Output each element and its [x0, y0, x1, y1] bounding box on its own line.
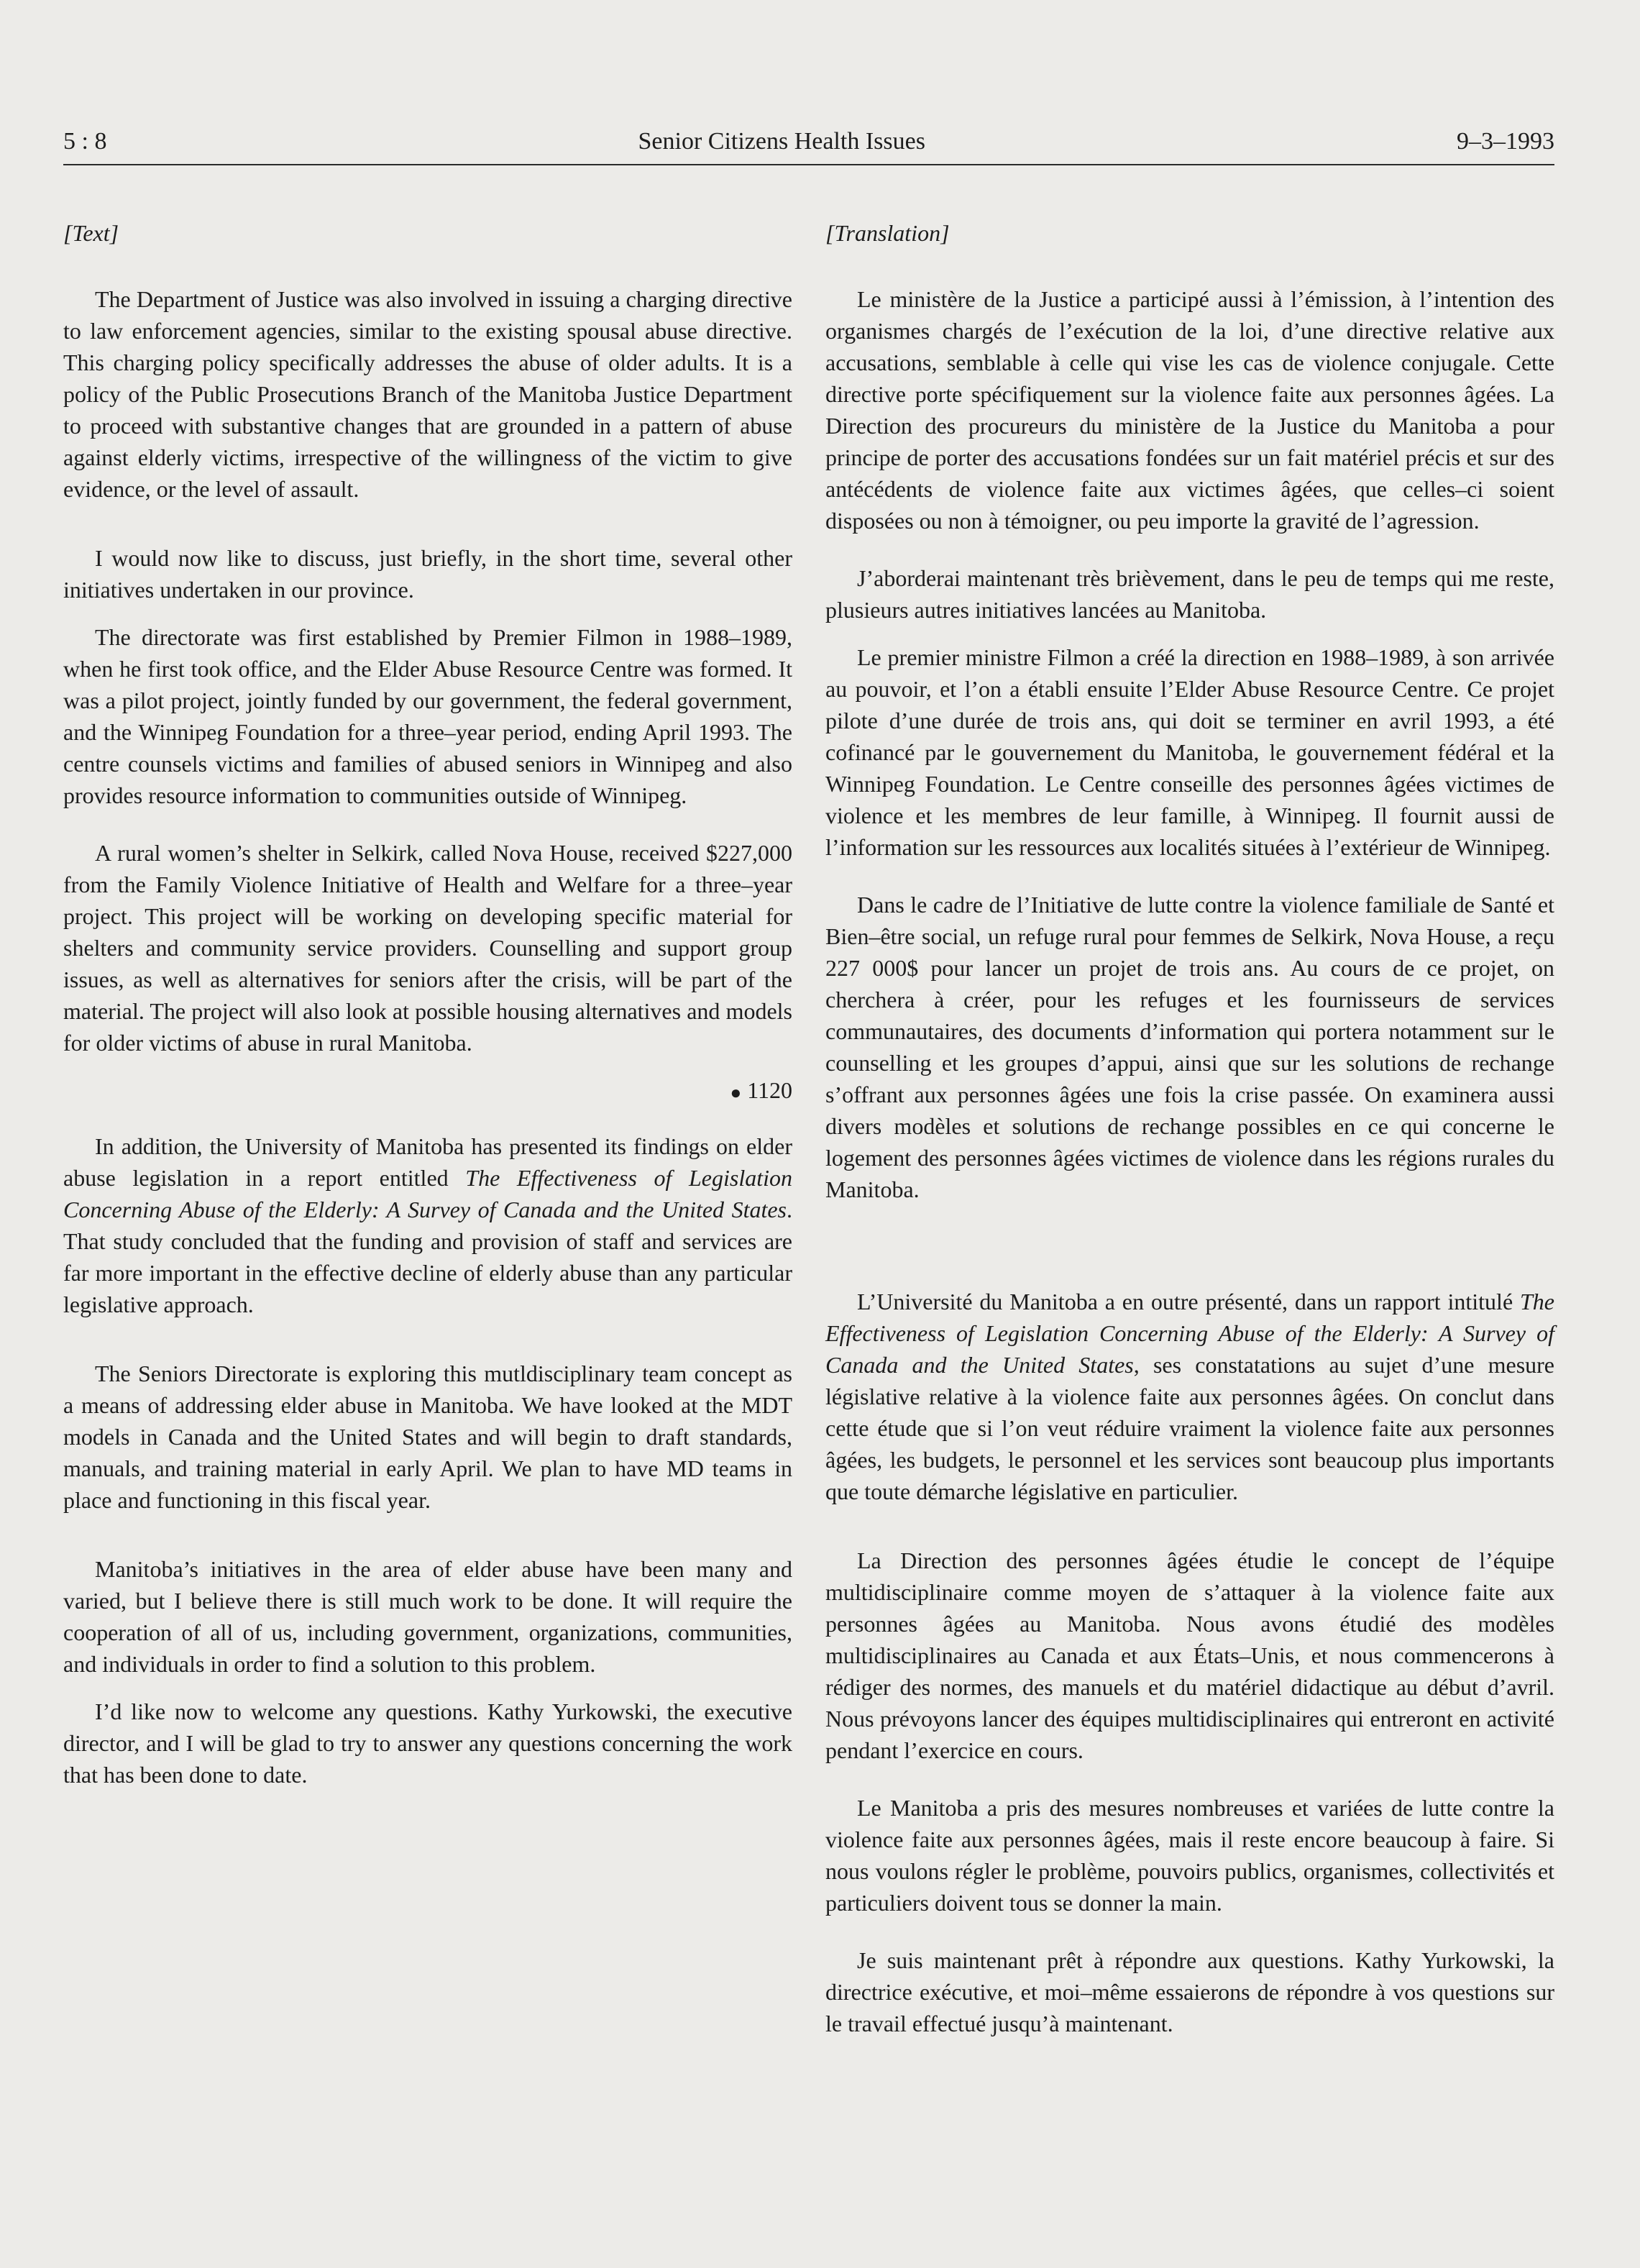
english-text-column	[63, 217, 792, 1806]
paragraph: The directorate was first established by Premier Filmon in 1988–1989, when he first took office, and the Elder Abuse Resource Centre was formed. It was a pilot project, jointly funded by our government, the federal government, and the Winnipeg Foundation for a three–year period, ending April 1993. The centre counsels victims and families of abused seniors in Winnipeg and also provides resource information to communities outside of Winnipeg.	[63, 624, 792, 808]
paragraph-text: . That study concluded that the funding and provision of staff and services are far more important in the effective decline of elderly abuse than any particular legislative approach.	[63, 1196, 792, 1317]
paragraph-text: In addition, the University of Manitoba has presented its findings on elder abuse legislation in a report entitled	[63, 1133, 792, 1191]
page-number: 5 : 8	[63, 128, 107, 155]
paragraph: I’d like now to welcome any questions. Kathy Yurkowski, the executive director, and I will be glad to try to answer any questions concerning the work that has been done to date.	[63, 1698, 792, 1788]
paragraph: I would now like to discuss, just briefly, in the short time, several other initiatives undertaken in our province.	[63, 545, 792, 603]
paragraph: Le Manitoba a pris des mesures nombreuses et variées de lutte contre la violence faite aux personnes âgées, mais il reste encore beaucoup à faire. Si nous voulons régler le problème, pouvoirs publics, organismes, collectivités et particuliers doivent tous se donner la main.	[825, 1795, 1554, 1916]
timestamp-value: 1120	[747, 1077, 792, 1103]
paragraph: Le ministère de la Justice a participé aussi à l’émission, à l’intention des organismes chargés de l’exécution de la loi, d’une directive relative aux accusations, semblable à celle qui vise les cas de violence conjugale. Cette directive porte spécifiquement sur la violence faite aux personnes âgées. La Direction des procureurs du ministère de la Justice du Manitoba a pour principe de porter des accusations fondées sur un fait matériel précis et sur des antécédents de violence faite aux victimes âgées, que celles–ci soient disposées ou non à témoigner, ou peu importe la gravité de l’agression.	[825, 286, 1554, 534]
publication-title: Senior Citizens Health Issues	[638, 128, 925, 155]
report-title: The Effectiveness of Legislation Concerning Abuse of the Elderly: A Survey of Canada and the United States	[63, 1164, 793, 1222]
paragraph: J’aborderai maintenant très brièvement, dans le peu de temps qui me reste, plusieurs autres initiatives lancées au Manitoba.	[825, 565, 1554, 623]
page-header	[63, 128, 1554, 165]
publication-date: 9–3–1993	[1456, 128, 1554, 155]
paragraph-text: , ses constatations au sujet d’une mesure législative relative à la violence faite aux personnes âgées. On conclut dans cette étude que si l’on veut réduire vraiment la violence faite aux personnes âgées, les budgets, le personnel et les services sont beaucoup plus importants que toute démarche législative en particulier.	[825, 1352, 1555, 1504]
paragraph	[825, 1286, 1554, 1507]
paragraph-text: L’Université du Manitoba a en outre présenté, dans un rapport intitulé	[857, 1289, 1520, 1314]
paragraph: The Department of Justice was also involved in issuing a charging directive to law enforcement agencies, similar to the existing spousal abuse directive. This charging policy specifically addresses the abuse of older adults. It is a policy of the Public Prosecutions Branch of the Manitoba Justice Department to proceed with substantive changes that are grounded in a pattern of abuse against elderly victims, irrespective of the willingness of the victim to give evidence, or the level of assault.	[63, 286, 792, 502]
column-label-translation: [Translation]	[825, 220, 950, 246]
paragraph	[63, 1130, 792, 1320]
paragraph: A rural women’s shelter in Selkirk, called Nova House, received $227,000 from the Family Violence Initiative of Health and Welfare for a three–year project. This project will be working on developing specific material for shelters and community service providers. Counselling and support group issues, as well as alternatives for seniors after the crisis, will be part of the material. The project will also look at possible housing alternatives and models for older victims of abuse in rural Manitoba.	[63, 840, 792, 1056]
paragraph: Dans le cadre de l’Initiative de lutte contre la violence familiale de Santé et Bien–être social, un refuge rural pour femmes de Selkirk, Nova House, a reçu 227 000$ pour lancer un projet de trois ans. Au cours de ce projet, on cherchera à créer, pour les refuges et les fournisseurs de services communautaires, des documents d’information qui portera notamment sur le counselling et les groupes d’appui, ainsi que sur les solutions de rechange s’offrant aux personnes âgées une fois la crise passée. On examinera aussi divers modèles et solutions de rechange possibles en ce qui concerne le logement des personnes âgées victimes de violence dans les régions rurales du Manitoba.	[825, 892, 1554, 1202]
timestamp-marker	[63, 1074, 792, 1109]
paragraph: Le premier ministre Filmon a créé la direction en 1988–1989, à son arrivée au pouvoir, et l’on a établi ensuite l’Elder Abuse Resource Centre. Ce projet pilote d’une durée de trois ans, qui doit se terminer en avril 1993, a été cofinancé par le gouvernement du Manitoba, le gouvernement fédéral et la Winnipeg Foundation. Le Centre conseille des personnes âgées victimes de violence et les membres de leur famille, à Winnipeg. Il fournit aussi de l’information sur les ressources aux localités situées à l’extérieur de Winnipeg.	[825, 644, 1554, 860]
paragraph: Manitoba’s initiatives in the area of elder abuse have been many and varied, but I believe there is still much work to be done. It will require the cooperation of all of us, including government, organizations, communities, and individuals in order to find a solution to this problem.	[63, 1555, 792, 1677]
column-label-text: [Text]	[63, 220, 119, 246]
paragraph: The Seniors Directorate is exploring this mutldisciplinary team concept as a means of addressing elder abuse in Manitoba. We have looked at the MDT models in Canada and the United States and will begin to draft standards, manuals, and training material in early April. We plan to have MD teams in place and functioning in this fiscal year.	[63, 1360, 792, 1513]
bullet-icon: ●	[730, 1082, 742, 1103]
report-title: The Effectiveness of Legislation Concerning Abuse of the Elderly: A Survey of Canada and the United States	[825, 1289, 1554, 1378]
paragraph: Je suis maintenant prêt à répondre aux questions. Kathy Yurkowski, la directrice exécutive, et moi–même essaierons de répondre à vos questions sur le travail effectué jusqu’à maintenant.	[825, 1947, 1554, 2036]
paragraph: La Direction des personnes âgées étudie le concept de l’équipe multidisciplinaire comme moyen de s’attaquer à la violence faite aux personnes âgées au Manitoba. Nous avons étudié des modèles multidisciplinaires au Canada et aux États–Unis, et nous commencerons à rédiger des normes, des manuels et du matériel didactique au début d’avril. Nous prévoyons lancer des équipes multidisciplinaires qui entreront en activité pendant l’exercice en cours.	[825, 1547, 1554, 1763]
french-translation-column	[825, 217, 1554, 2055]
